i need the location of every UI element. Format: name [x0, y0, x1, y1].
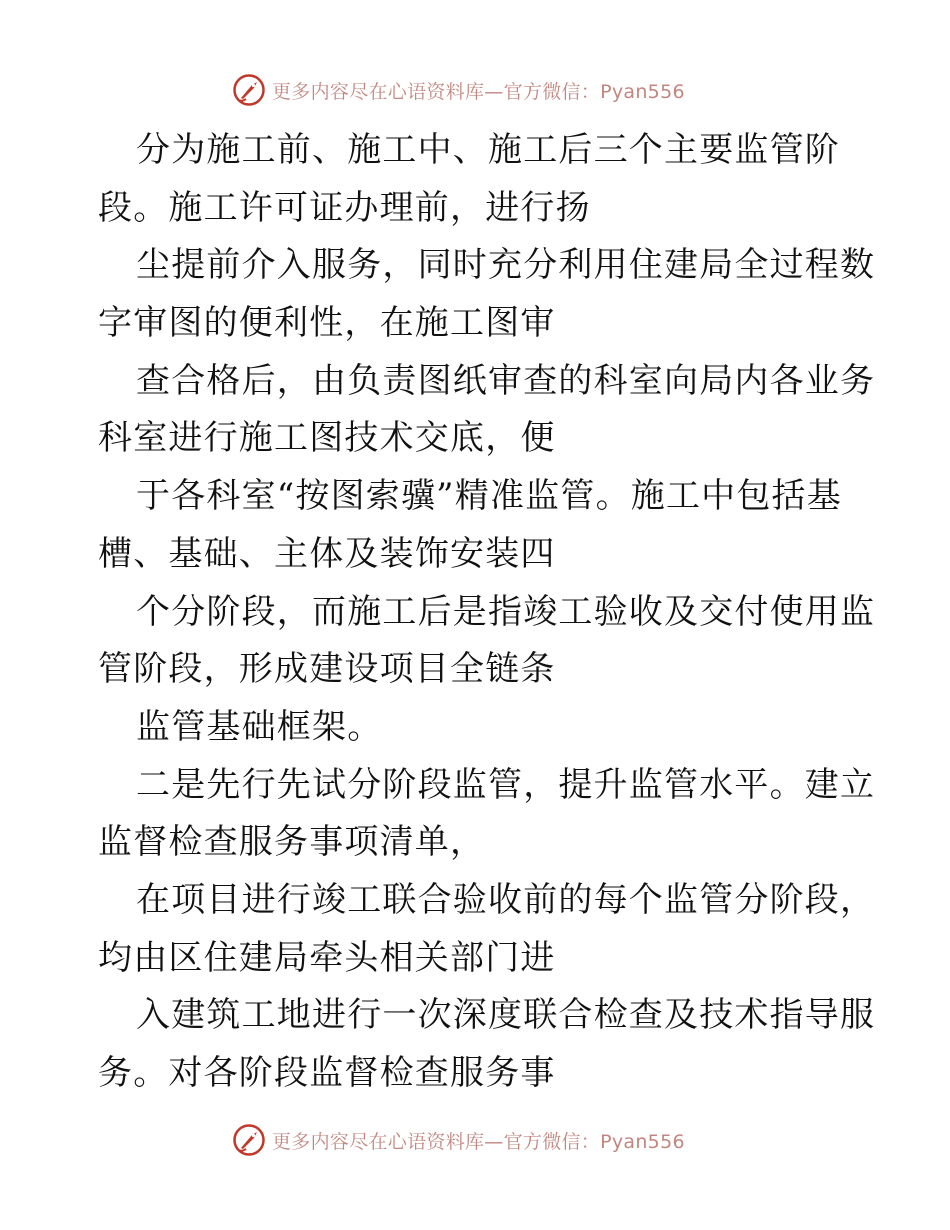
footer-banner-text: 更多内容尽在心语资料库—官方微信：Pyan556 [272, 1130, 685, 1153]
header-banner [232, 72, 685, 108]
body-line: 二是先行先试分阶段监管，提升监管水平。建立 [136, 764, 876, 805]
body-line: 于各科室“按图索骥”精准监管。施工中包括基 [136, 476, 842, 517]
body-line: 查合格后，由负责图纸审查的科室向局内各业务 [136, 360, 876, 401]
header-banner-text: 更多内容尽在心语资料库—官方微信：Pyan556 [272, 80, 685, 103]
body-line: 均由区住建局牵头相关部门进 [98, 937, 556, 978]
body-line: 字审图的便利性，在施工图审 [98, 303, 556, 344]
body-line: 管阶段，形成建设项目全链条 [98, 649, 556, 690]
body-line: 监督检查服务事项清单， [98, 822, 486, 863]
document-body [98, 122, 878, 1103]
body-line: 槽、基础、主体及装饰安装四 [98, 533, 556, 574]
pen-nib-logo-icon [232, 73, 266, 107]
body-line: 务。对各阶段监督检查服务事 [98, 1053, 556, 1093]
body-line: 尘提前介入服务，同时充分利用住建局全过程数 [136, 245, 876, 286]
body-line: 入建筑工地进行一次深度联合检查及技术指导服 [136, 995, 876, 1036]
body-line: 段。施工许可证办理前，进行扬 [98, 187, 591, 228]
body-line: 分为施工前、施工中、施工后三个主要监管阶 [136, 130, 840, 170]
footer-banner [232, 1122, 685, 1158]
body-line: 科室进行施工图技术交底，便 [98, 418, 556, 459]
body-line: 个分阶段，而施工后是指竣工验收及交付使用监 [136, 591, 876, 632]
body-line: 监管基础框架。 [136, 706, 383, 747]
body-line: 在项目进行竣工联合验收前的每个监管分阶段， [136, 879, 876, 920]
pen-nib-logo-icon [232, 1123, 266, 1157]
